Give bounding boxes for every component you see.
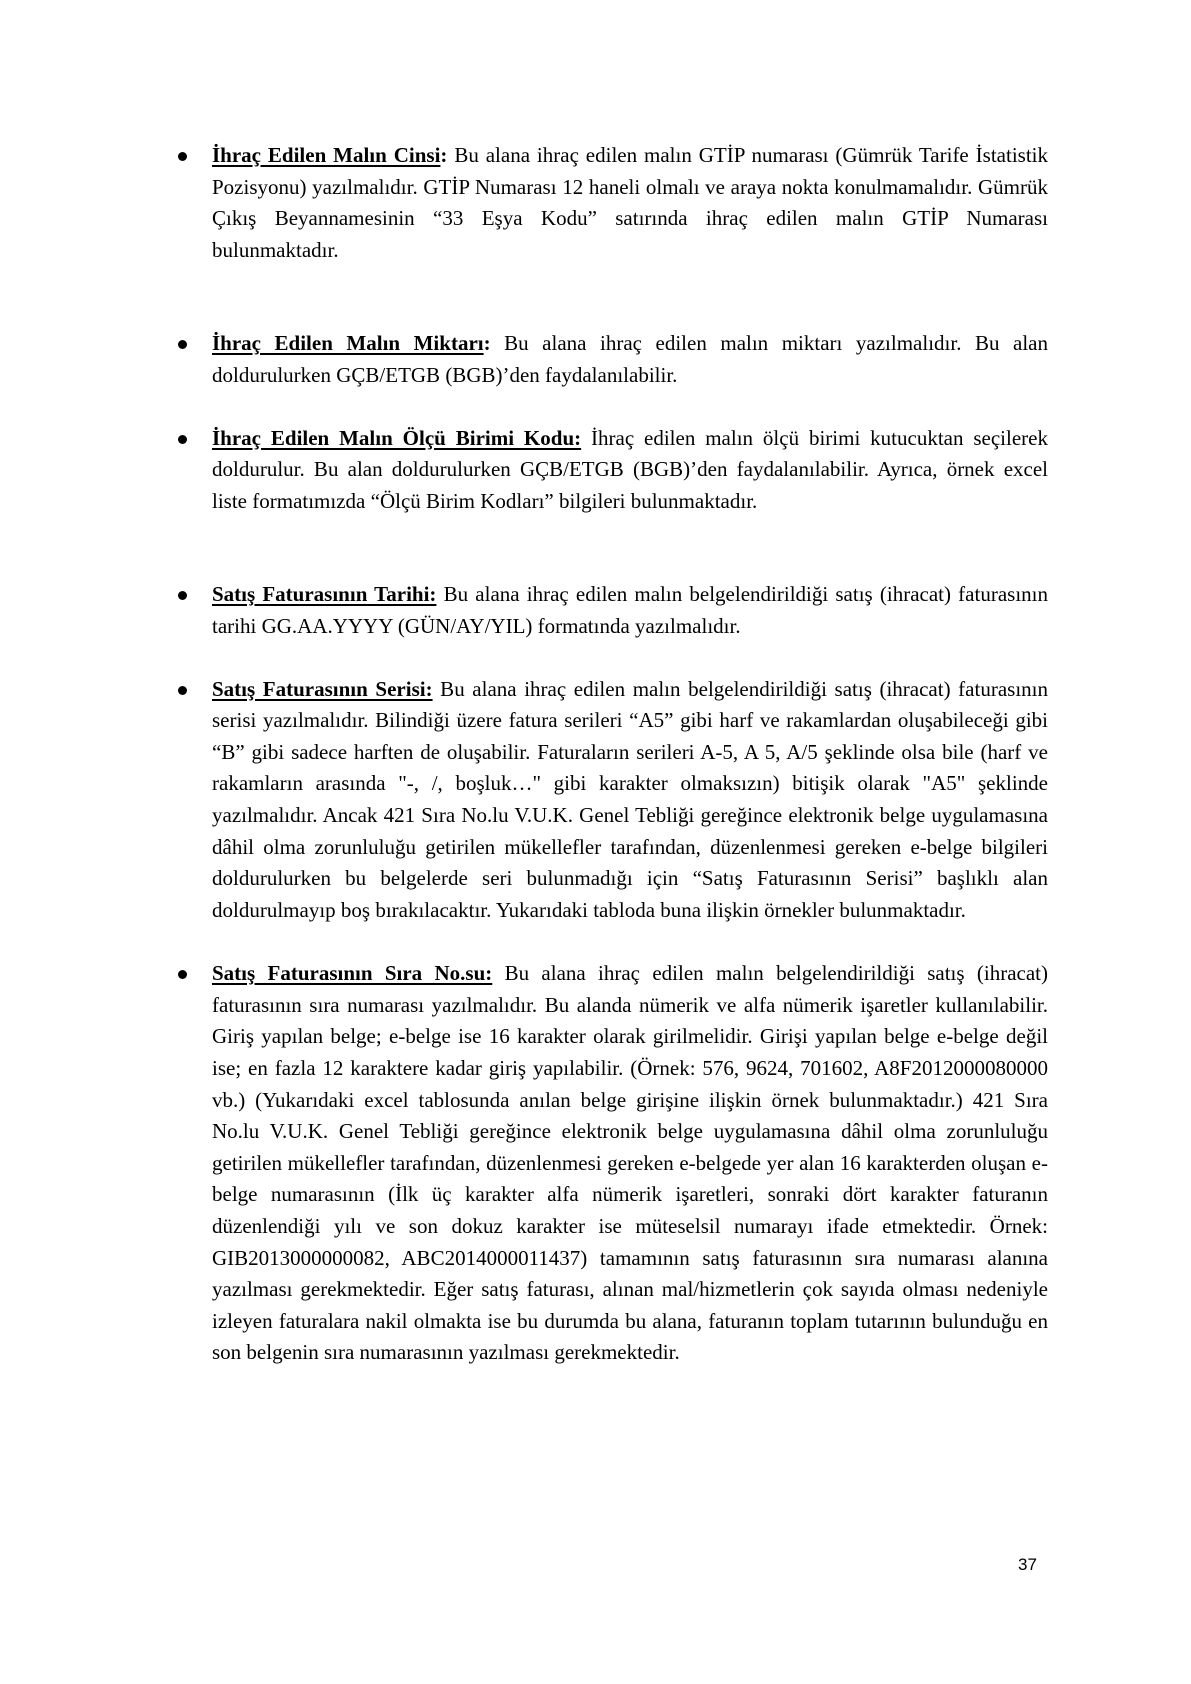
item-term: Satış Faturasının Sıra No.su:: [212, 961, 493, 986]
item-term: İhraç Edilen Malın Cinsi: [212, 143, 441, 167]
item-text: Bu alana ihraç edilen malın belgelendirildiği satış (ihracat) faturasının tarihi GG.AA.YYYY (GÜN/AY/YIL) formatında yazılmalıdır.: [212, 582, 1048, 638]
item-text: Bu alana ihraç edilen malın belgelendirildiği satış (ihracat) faturasının sıra numarası yazılmalıdır. Bu alanda nümerik ve alfa nümerik işaretler kullanılabilir. Giriş yapılan belge; e-belge ise 16 karakter olarak girilmelidir. Girişi yapılan belge e-belge değil ise; en fazla 12 karaktere kadar giriş yapılabilir. (Örnek: 576, 9624, 701602, A8F2012000080000 vb.) (Yukarıdaki excel tablosunda anılan belge girişine ilişkin örnek bulunmaktadır.) 421 Sıra No.lu V.U.K. Genel Tebliği gereğince elektronik belge uygulamasına dâhil olma zorunluluğu getirilen mükellefler tarafından, düzenlenmesi gereken e-belgede yer alan 16 karakterden oluşan e-belge numarasının (İlk üç karakter alfa nümerik işaretleri, sonraki dört karakter faturanın düzenlendiği yılı ve son dokuz karakter ise müteselsil numarayı ifade etmektedir. Örnek: GIB2013000000082, ABC2014000011437) tamamının satış faturasının sıra numarası alanına yazılması gerekmektedir. Eğer satış faturası, alınan mal/hizmetlerin çok sayıda olması nedeniyle izleyen faturalara nakil olmakta ise bu durumda bu alana, faturanın toplam tutarının bulunduğu en son belgenin sıra numarasının yazılması gerekmektedir.: [212, 961, 1048, 1365]
list-item-fatura-serisi: [178, 674, 1048, 927]
item-text: Bu alana ihraç edilen malın GTİP numarası (Gümrük Tarife İstatistik Pozisyonu) yazılmalıdır. GTİP Numarası 12 haneli olmalı ve araya nokta konulmamalıdır. Gümrük Çıkış Beyannamesinin “33 Eşya Kodu” satırında ihraç edilen malın GTİP Numarası bulunmaktadır.: [212, 143, 1048, 262]
item-text: İhraç edilen malın ölçü birimi kutucuktan seçilerek doldurulur. Bu alan doldurulurken GÇB/ETGB (BGB)’den faydalanılabilir. Ayrıca, örnek excel liste formatımızda “Ölçü Birim Kodları” bilgileri bulunmaktadır.: [212, 425, 1048, 513]
list-item-ihrac-malin-cinsi: [178, 140, 1048, 266]
page-number: 37: [1018, 1555, 1037, 1574]
list-item-fatura-sira-no: [178, 958, 1048, 1369]
item-term: İhraç Edilen Malın Miktarı: [212, 331, 484, 356]
bullet-icon: [178, 340, 187, 349]
bullet-icon: [178, 435, 187, 444]
bullet-icon: [178, 152, 187, 161]
bullet-list: [178, 140, 1048, 1369]
item-colon: :: [483, 331, 491, 356]
bullet-icon: [178, 686, 187, 695]
list-item-olcu-birimi-kodu: [178, 423, 1048, 518]
item-term: Satış Faturasının Serisi:: [212, 676, 433, 701]
item-text: Bu alana ihraç edilen malın belgelendirildiği satış (ihracat) faturasının serisi yazılmalıdır. Bilindiği üzere fatura serileri “A5” gibi harf ve rakamlardan oluşabileceği gibi “B” gibi sadece harften de oluşabilir. Faturaların serileri A-5, A 5, A/5 şeklinde olsa bile (harf ve rakamların arasında "-, /, boşluk…" gibi karakter olmaksızın) bitişik olarak "A5" şeklinde yazılmalıdır. Ancak 421 Sıra No.lu V.U.K. Genel Tebliği gereğince elektronik belge uygulamasına dâhil olma zorunluluğu getirilen mükellefler tarafından, düzenlenmesi gereken e-belge bilgileri doldurulurken bu belgelerde seri bulunmadığı için “Satış Faturasının Serisi” başlıklı alan doldurulmayıp boş bırakılacaktır. Yukarıdaki tabloda buna ilişkin örnekler bulunmaktadır.: [212, 676, 1048, 922]
item-colon: :: [440, 143, 448, 167]
bullet-icon: [178, 970, 187, 979]
list-item-fatura-tarihi: [178, 579, 1048, 642]
item-term: Satış Faturasının Tarihi:: [212, 582, 437, 607]
document-body: [178, 140, 1048, 1369]
item-text: Bu alana ihraç edilen malın miktarı yazılmalıdır. Bu alan doldurulurken GÇB/ETGB (BGB)’den faydalanılabilir.: [212, 331, 1048, 387]
list-item-ihrac-malin-miktari: [178, 328, 1048, 391]
item-term: İhraç Edilen Malın Ölçü Birimi Kodu:: [212, 425, 582, 450]
bullet-icon: [178, 591, 187, 600]
